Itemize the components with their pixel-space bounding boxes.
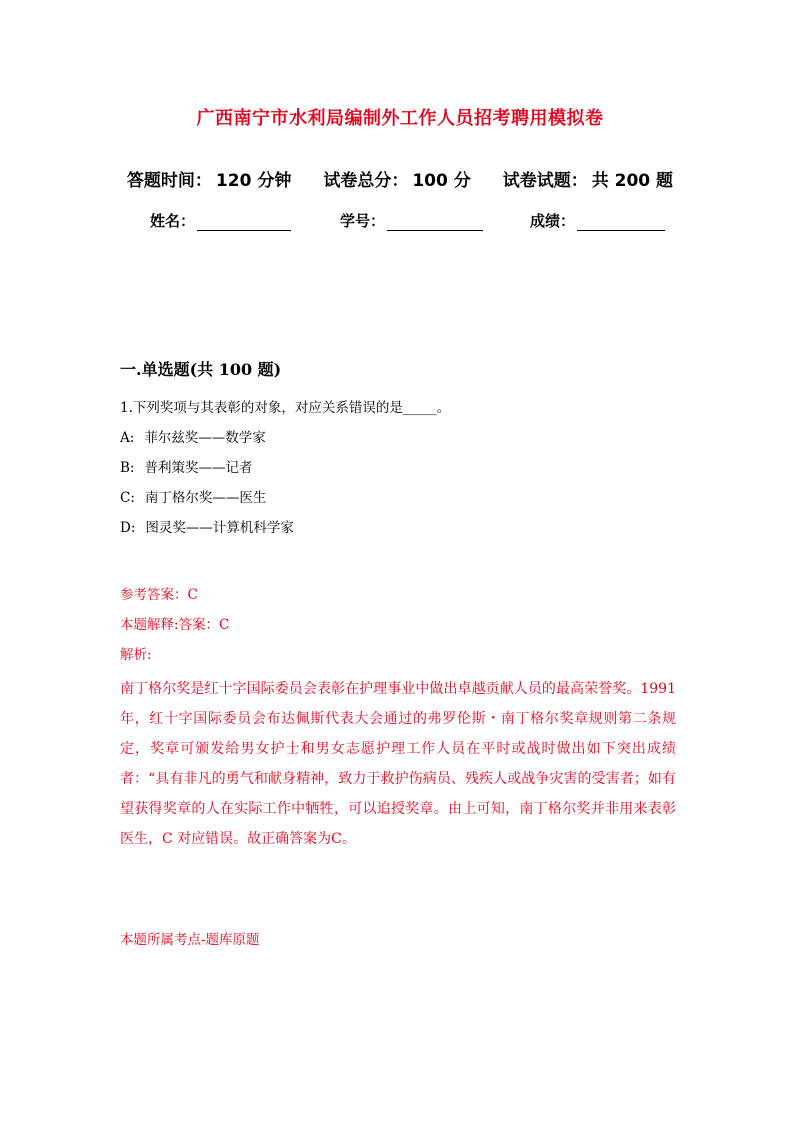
section-heading: 一.单选题(共 100 题) (120, 360, 282, 379)
option-letter: D: (120, 520, 136, 536)
student-id-label: 学号： (340, 212, 386, 230)
score-field (530, 210, 665, 231)
exam-time (127, 166, 291, 191)
option-list (120, 426, 294, 546)
option-text: 图灵奖——计算机科学家 (145, 520, 294, 536)
answer-block (120, 582, 680, 854)
name-blank[interactable] (197, 214, 291, 231)
exam-info (0, 166, 800, 191)
page-title: 广西南宁市水利局编制外工作人员招考聘用模拟卷 (196, 108, 604, 129)
option-c (120, 486, 294, 516)
score-label: 成绩： (530, 212, 576, 230)
analysis-label: 解析: (120, 647, 152, 663)
score-blank[interactable] (577, 214, 665, 231)
exam-total-score (323, 166, 470, 191)
reference-answer: 参考答案：C (120, 587, 198, 603)
student-id-field (340, 210, 530, 231)
option-a (120, 426, 294, 456)
name-field (150, 210, 340, 231)
option-text: 菲尔兹奖——数学家 (144, 430, 266, 446)
option-text: 普利策奖——记者 (144, 460, 253, 476)
student-id-blank[interactable] (387, 214, 483, 231)
option-letter: C: (120, 490, 135, 506)
question-source: 本题所属考点-题库原题 (120, 932, 260, 948)
exam-count-label: 试卷试题： (502, 171, 588, 191)
option-text: 南丁格尔奖——医生 (144, 490, 267, 506)
exam-question-count (503, 166, 673, 191)
option-d (120, 516, 294, 546)
exam-total-value: 100 分 (412, 171, 471, 191)
analysis-text: 南丁格尔奖是红十字国际委员会表彰在护理事业中做出卓越贡献人员的最高荣誉奖。1991 年，红十字国际委员会布达佩斯代表大会通过的弗罗伦斯・南丁格尔奖章规则第二条规定，奖章可颁发给男女护士和男女志愿护理工作人员在平时或战时做出如下突出成绩者：“具有非凡的勇气和献身精神，致力于救护伤病员、残疾人或战争灾害的受害者；如有望获得奖章的人在实际工作中牺牲，可以追授奖章。由上可知，南丁格尔奖并非用来表彰医生，C 对应错误。故正确答案为C。 (120, 681, 676, 847)
exam-time-value: 120 分钟 (215, 171, 292, 191)
exam-time-label: 答题时间： (126, 171, 212, 191)
exam-count-value: 共 200 题 (591, 171, 674, 191)
option-b (120, 456, 294, 486)
student-fields (150, 210, 690, 231)
option-letter: B: (120, 460, 135, 476)
explanation-label: 本题解释:答案：C (120, 617, 230, 633)
name-label: 姓名： (150, 212, 196, 230)
question-text: 1.下列奖项与其表彰的对象，对应关系错误的是_____。 (120, 400, 451, 416)
exam-total-label: 试卷总分： (323, 171, 409, 191)
option-letter: A: (120, 430, 135, 446)
